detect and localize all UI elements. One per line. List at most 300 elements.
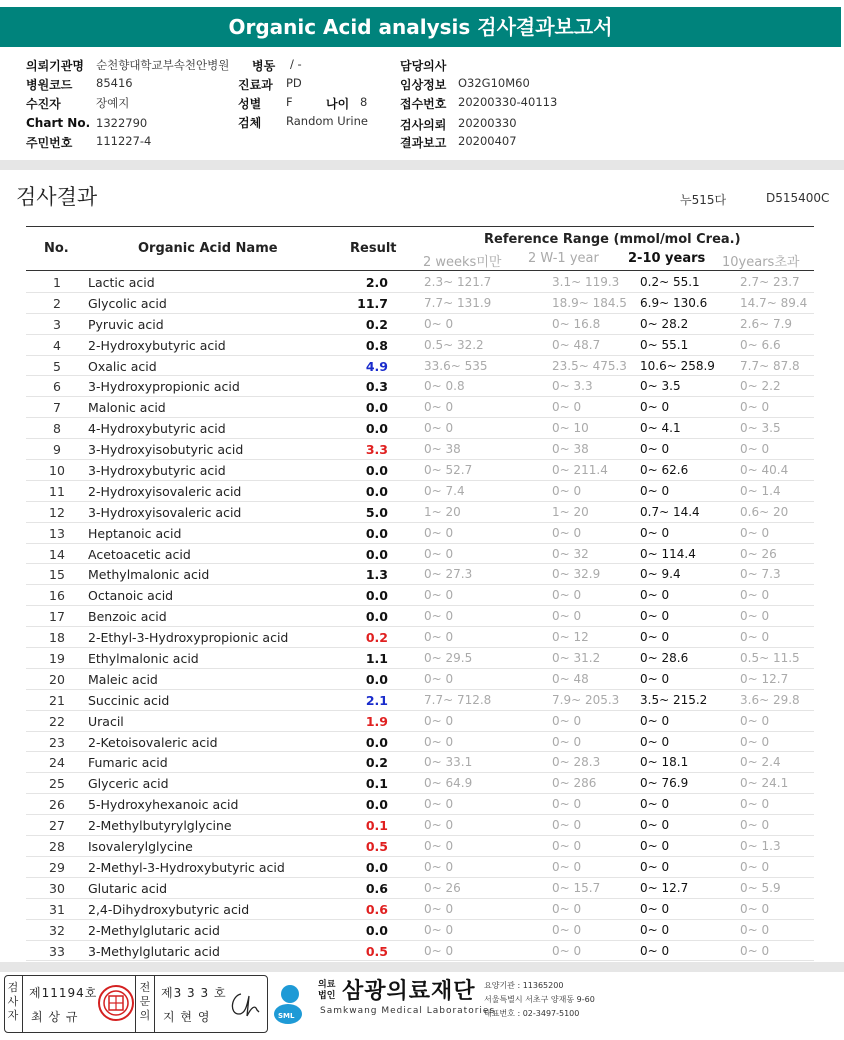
signature-icon [227,986,265,1022]
row-range-2w-1year: 0~ 12 [552,630,589,645]
row-acid-name: Lactic acid [88,275,155,290]
row-range-2-10-years: 0~ 76.9 [640,776,689,791]
row-no: 22 [49,713,65,729]
specialist-name: 지 현 영 [163,1010,211,1024]
row-range-over-10-years: 0~ 24.1 [740,776,789,791]
test-code: D515400C [766,191,830,205]
section-divider [0,160,844,170]
row-range-2-10-years: 0~ 0 [640,943,670,958]
row-acid-name: Methylmalonic acid [88,567,210,583]
institution-label: 의뢰기관명 [26,59,84,73]
row-range-under-2-weeks: 0~ 33.1 [424,755,473,770]
row-range-under-2-weeks: 0~ 0 [424,400,454,415]
row-range-2w-1year: 0~ 211.4 [552,463,608,478]
row-result: 0.8 [365,337,388,353]
row-range-2-10-years: 0~ 0 [640,818,670,833]
row-acid-name: 3-Methylglutaric acid [88,943,220,959]
row-no: 21 [49,692,65,708]
row-range-2-10-years: 0~ 114.4 [640,546,696,561]
row-range-2-10-years: 0~ 12.7 [640,880,689,895]
row-acid-name: Isovalerylglycine [88,839,193,855]
row-no: 31 [49,901,65,917]
row-no: 2 [53,295,61,311]
row-range-over-10-years: 0~ 12.7 [740,671,789,686]
row-result: 0.6 [365,901,388,917]
row-acid-name: 3-Hydroxybutyric acid [88,463,226,479]
row-range-under-2-weeks: 0~ 0 [424,818,454,833]
report-date-label: 결과보고 [400,136,447,150]
row-no: 16 [49,588,65,604]
row-result: 0.2 [365,316,388,332]
row-no: 10 [49,463,65,479]
row-result: 11.7 [357,295,388,311]
row-range-2w-1year: 0~ 0 [552,400,582,415]
col-header-name: Organic Acid Name [138,241,278,256]
table-row [26,752,814,773]
row-range-over-10-years: 0.5~ 11.5 [740,651,800,666]
row-range-under-2-weeks: 0~ 0 [424,797,454,812]
section-title: 검사결과 [16,185,98,209]
test-code-korean: 누515다 [680,193,727,207]
id-number-value: 111227-4 [96,134,152,148]
row-range-2w-1year: 0~ 0 [552,713,582,728]
table-row [26,272,814,293]
row-range-2w-1year: 0~ 0 [552,797,582,812]
row-result: 0.0 [365,400,388,416]
table-header-border [26,270,814,271]
row-result: 1.1 [365,651,388,667]
table-row [26,460,814,481]
row-range-over-10-years: 2.6~ 7.9 [740,316,793,331]
col-header-range-1: 2 weeks미만 [423,255,502,270]
row-range-under-2-weeks: 0~ 0 [424,421,454,436]
row-range-2-10-years: 0~ 0 [640,588,670,603]
row-result: 0.0 [365,525,388,541]
table-row [26,544,814,565]
row-range-2-10-years: 0~ 0 [640,525,670,540]
table-top-border [26,226,814,227]
row-result: 0.0 [365,463,388,479]
row-range-2-10-years: 0~ 0 [640,713,670,728]
table-row [26,899,814,920]
row-no: 7 [53,400,61,416]
row-acid-name: Glutaric acid [88,880,168,896]
row-range-under-2-weeks: 2.3~ 121.7 [424,275,492,289]
row-range-2-10-years: 0~ 0 [640,483,670,498]
row-acid-name: Acetoacetic acid [88,546,191,562]
table-row [26,732,814,753]
request-value: 20200330 [458,116,517,130]
col-header-range-4: 10years초과 [722,255,800,270]
table-row [26,690,814,711]
col-header-no: No. [44,241,69,256]
table-row [26,606,814,627]
row-no: 17 [49,609,65,625]
row-range-under-2-weeks: 0~ 0 [424,901,454,916]
row-range-2w-1year: 7.9~ 205.3 [552,692,620,707]
row-acid-name: Pyruvic acid [88,316,164,332]
row-range-2w-1year: 0~ 38 [552,442,589,457]
row-range-2-10-years: 0~ 0 [640,442,670,457]
chart-no-label: Chart No. [26,116,91,130]
row-result: 0.1 [365,818,388,834]
department-label: 진료과 [238,78,273,92]
row-result: 2.1 [365,692,388,708]
sml-logo-icon [272,978,312,1026]
row-range-2-10-years: 0~ 0 [640,734,670,749]
signature-box [4,975,268,1033]
row-acid-name: 3-Hydroxyisobutyric acid [88,442,244,458]
doctor-label: 담당의사 [400,59,447,73]
row-no: 28 [49,839,65,855]
row-acid-name: Maleic acid [88,671,158,687]
row-no: 1 [53,275,61,290]
row-range-2-10-years: 6.9~ 130.6 [640,295,708,310]
results-table-body [26,272,814,961]
row-range-over-10-years: 0~ 0 [740,734,770,749]
table-row [26,773,814,794]
row-result: 0.1 [365,776,388,792]
row-acid-name: 2-Ketoisovaleric acid [88,734,218,750]
row-result: 0.5 [365,943,388,959]
row-range-over-10-years: 7.7~ 87.8 [740,358,800,373]
row-range-2w-1year: 0~ 0 [552,734,582,749]
row-acid-name: Benzoic acid [88,609,167,625]
row-range-under-2-weeks: 0~ 0.8 [424,379,465,394]
row-range-2w-1year: 0~ 3.3 [552,379,593,394]
org-code: 요양기관 : 11365200 [484,981,564,990]
row-range-over-10-years: 0~ 2.4 [740,755,781,770]
row-range-under-2-weeks: 0~ 0 [424,525,454,540]
row-no: 26 [49,797,65,813]
org-english-name: Samkwang Medical Laboratories [320,1006,496,1016]
row-no: 4 [53,337,61,353]
table-row [26,502,814,523]
table-row [26,878,814,899]
row-range-over-10-years: 0~ 0 [740,588,770,603]
row-result: 0.0 [365,421,388,437]
patient-value: 장예지 [96,96,130,110]
row-no: 29 [49,859,65,875]
row-range-under-2-weeks: 0~ 26 [424,880,461,895]
row-no: 5 [53,358,61,374]
table-row [26,564,814,585]
row-range-under-2-weeks: 0~ 0 [424,734,454,749]
row-range-over-10-years: 3.6~ 29.8 [740,692,800,707]
row-range-over-10-years: 0~ 6.6 [740,337,781,352]
table-row [26,941,814,962]
row-range-2-10-years: 0~ 9.4 [640,567,681,582]
row-range-2-10-years: 0~ 0 [640,609,670,624]
row-acid-name: 2-Methyl-3-Hydroxybutyric acid [88,859,285,875]
table-row [26,481,814,502]
org-address: 서울특별시 서초구 양재동 9-60 [484,995,595,1004]
table-row [26,711,814,732]
row-range-over-10-years: 0~ 0 [740,400,770,415]
row-range-2w-1year: 0~ 0 [552,525,582,540]
row-acid-name: 3-Hydroxypropionic acid [88,379,240,395]
row-range-under-2-weeks: 0~ 7.4 [424,483,465,498]
row-range-under-2-weeks: 0~ 52.7 [424,463,473,478]
row-range-under-2-weeks: 0~ 0 [424,671,454,686]
row-range-2-10-years: 10.6~ 258.9 [640,358,715,373]
row-range-under-2-weeks: 0~ 0 [424,713,454,728]
id-number-label: 주민번호 [26,136,73,150]
divider [22,976,23,1032]
row-range-2w-1year: 1~ 20 [552,504,589,519]
row-acid-name: 2-Hydroxybutyric acid [88,337,226,353]
row-no: 23 [49,734,65,750]
row-range-2-10-years: 0~ 0 [640,839,670,854]
patient-label: 수진자 [26,97,61,111]
row-no: 3 [53,316,61,332]
row-result: 3.3 [365,442,388,458]
row-acid-name: 2-Methylbutyrylglycine [88,818,232,834]
row-acid-name: Octanoic acid [88,588,174,604]
row-range-over-10-years: 0~ 1.3 [740,839,781,854]
receipt-label: 접수번호 [400,97,447,111]
row-range-over-10-years: 0~ 0 [740,922,770,937]
row-no: 32 [49,922,65,938]
row-range-2-10-years: 0~ 0 [640,400,670,415]
org-phone: 대표번호 : 02-3497-5100 [484,1009,580,1018]
row-acid-name: Glycolic acid [88,295,167,311]
col-header-range-2: 2 W-1 year [528,251,599,266]
row-range-over-10-years: 0~ 0 [740,609,770,624]
age-label: 나이 [326,97,350,111]
row-range-over-10-years: 0~ 0 [740,943,770,958]
row-range-under-2-weeks: 0~ 0 [424,943,454,958]
request-label: 검사의뢰 [400,118,447,132]
table-row [26,815,814,836]
row-range-2-10-years: 3.5~ 215.2 [640,692,708,707]
table-row [26,439,814,460]
row-range-2-10-years: 0~ 28.6 [640,651,689,666]
row-range-2-10-years: 0~ 0 [640,901,670,916]
row-result: 0.0 [365,797,388,813]
row-range-under-2-weeks: 0~ 29.5 [424,651,473,666]
row-acid-name: Ethylmalonic acid [88,651,199,667]
row-range-2-10-years: 0~ 55.1 [640,337,689,352]
row-result: 0.6 [365,880,388,896]
ward-label: 병동 [252,59,276,73]
table-row [26,335,814,356]
row-acid-name: 2-Ethyl-3-Hydroxypropionic acid [88,630,289,646]
hospital-code-value: 85416 [96,76,133,90]
table-row [26,376,814,397]
specimen-value: Random Urine [286,114,368,128]
examiner-name: 최 상 규 [31,1010,79,1024]
row-range-over-10-years: 0~ 0 [740,630,770,645]
table-row [26,418,814,439]
row-range-2w-1year: 0~ 10 [552,421,589,436]
row-no: 13 [49,525,65,541]
row-range-over-10-years: 0~ 7.3 [740,567,781,582]
sex-label: 성별 [238,97,262,111]
row-result: 0.3 [365,379,388,395]
row-acid-name: Heptanoic acid [88,525,182,541]
row-no: 19 [49,651,65,667]
row-range-2-10-years: 0~ 0 [640,671,670,686]
row-range-2-10-years: 0~ 18.1 [640,755,689,770]
col-header-range-3: 2-10 years [628,251,706,266]
table-row [26,857,814,878]
row-no: 14 [49,546,65,562]
specialist-label: 전 문 의 [139,981,151,1022]
row-result: 4.9 [365,358,388,374]
row-result: 1.9 [365,713,388,729]
row-no: 11 [49,483,65,499]
row-no: 25 [49,776,65,792]
row-result: 0.0 [365,588,388,604]
row-range-2-10-years: 0.7~ 14.4 [640,504,700,519]
clinical-info-label: 임상정보 [400,78,447,92]
row-range-over-10-years: 14.7~ 89.4 [740,295,808,310]
row-range-over-10-years: 0~ 5.9 [740,880,781,895]
row-no: 9 [53,442,61,458]
row-range-under-2-weeks: 0~ 38 [424,442,461,457]
row-result: 0.0 [365,609,388,625]
row-range-2w-1year: 0~ 286 [552,776,597,791]
row-range-under-2-weeks: 33.6~ 535 [424,358,488,373]
row-range-2w-1year: 0~ 15.7 [552,880,601,895]
row-range-2-10-years: 0~ 0 [640,630,670,645]
report-title: Organic Acid analysis 검사결과보고서 [0,7,841,47]
ward-value: / - [290,57,302,71]
row-acid-name: Succinic acid [88,692,170,708]
footer-divider [0,962,844,972]
row-range-2-10-years: 0~ 3.5 [640,379,681,394]
row-range-2-10-years: 0.2~ 55.1 [640,275,700,289]
row-range-2w-1year: 0~ 0 [552,943,582,958]
row-range-under-2-weeks: 0~ 0 [424,609,454,624]
row-result: 0.2 [365,755,388,771]
table-row [26,356,814,377]
table-row [26,397,814,418]
table-row [26,794,814,815]
hospital-code-label: 병원코드 [26,78,73,92]
table-row [26,627,814,648]
age-value: 8 [360,95,368,109]
divider [154,976,155,1032]
row-range-over-10-years: 0~ 0 [740,901,770,916]
examiner-license: 제11194호 [29,986,98,1000]
row-range-over-10-years: 2.7~ 23.7 [740,275,800,289]
row-range-under-2-weeks: 0.5~ 32.2 [424,337,484,352]
row-range-2w-1year: 23.5~ 475.3 [552,358,627,373]
row-range-2-10-years: 0~ 0 [640,797,670,812]
row-acid-name: 2,4-Dihydroxybutyric acid [88,901,250,917]
row-range-over-10-years: 0~ 2.2 [740,379,781,394]
row-range-2-10-years: 0~ 0 [640,922,670,937]
row-range-under-2-weeks: 7.7~ 712.8 [424,692,492,707]
row-range-over-10-years: 0.6~ 20 [740,504,789,519]
col-header-result: Result [350,241,397,256]
report-date-value: 20200407 [458,134,517,148]
row-acid-name: Fumaric acid [88,755,168,771]
row-range-2w-1year: 0~ 16.8 [552,316,601,331]
row-result: 0.2 [365,630,388,646]
row-range-2w-1year: 0~ 0 [552,483,582,498]
row-range-over-10-years: 0~ 0 [740,713,770,728]
row-result: 5.0 [365,504,388,520]
row-range-2w-1year: 0~ 0 [552,901,582,916]
row-range-under-2-weeks: 0~ 0 [424,922,454,937]
table-row [26,669,814,690]
row-range-2w-1year: 0~ 0 [552,859,582,874]
chart-no-value: 1322790 [96,116,148,130]
row-range-2w-1year: 0~ 32.9 [552,567,601,582]
row-no: 12 [49,504,65,520]
row-range-2w-1year: 0~ 0 [552,818,582,833]
row-range-2w-1year: 0~ 0 [552,922,582,937]
row-range-under-2-weeks: 0~ 0 [424,316,454,331]
row-range-over-10-years: 0~ 0 [740,797,770,812]
row-no: 33 [49,943,65,959]
row-result: 1.3 [365,567,388,583]
row-no: 24 [49,755,65,771]
row-result: 0.5 [365,839,388,855]
row-result: 0.0 [365,922,388,938]
row-range-over-10-years: 0~ 3.5 [740,421,781,436]
row-acid-name: 4-Hydroxybutyric acid [88,421,226,437]
row-range-2-10-years: 0~ 4.1 [640,421,681,436]
table-row [26,648,814,669]
row-range-under-2-weeks: 0~ 0 [424,588,454,603]
table-row [26,920,814,941]
row-range-2w-1year: 3.1~ 119.3 [552,275,620,289]
row-acid-name: 2-Methylglutaric acid [88,922,220,938]
clinical-info-value: O32G10M60 [458,76,530,90]
row-no: 18 [49,630,65,646]
patient-info-header [0,47,844,160]
row-acid-name: Oxalic acid [88,358,157,374]
divider [135,976,136,1032]
row-range-2w-1year: 18.9~ 184.5 [552,295,627,310]
row-range-under-2-weeks: 0~ 0 [424,839,454,854]
row-result: 0.0 [365,483,388,499]
row-no: 30 [49,880,65,896]
row-no: 6 [53,379,61,395]
department-value: PD [286,76,302,90]
col-header-reference: Reference Range (mmol/mol Crea.) [484,232,741,247]
row-result: 0.0 [365,859,388,875]
row-range-2-10-years: 0~ 0 [640,859,670,874]
row-acid-name: Uracil [88,713,124,729]
sex-value: F [286,95,293,109]
row-range-over-10-years: 0~ 0 [740,859,770,874]
row-result: 0.0 [365,546,388,562]
specialist-license: 제3 3 3 호 [161,986,227,1000]
row-range-2w-1year: 0~ 28.3 [552,755,601,770]
row-range-under-2-weeks: 0~ 64.9 [424,776,473,791]
row-no: 27 [49,818,65,834]
row-range-over-10-years: 0~ 0 [740,442,770,457]
row-range-under-2-weeks: 7.7~ 131.9 [424,295,492,310]
org-type: 의료법인 [318,980,336,1001]
row-no: 15 [49,567,65,583]
table-row [26,585,814,606]
row-range-under-2-weeks: 1~ 20 [424,504,461,519]
row-range-over-10-years: 0~ 0 [740,525,770,540]
table-row [26,523,814,544]
row-acid-name: Glyceric acid [88,776,169,792]
row-range-over-10-years: 0~ 40.4 [740,463,789,478]
institution-value: 순천향대학교부속천안병원 [96,58,230,72]
row-range-under-2-weeks: 0~ 0 [424,546,454,561]
row-range-over-10-years: 0~ 1.4 [740,483,781,498]
row-range-under-2-weeks: 0~ 27.3 [424,567,473,582]
